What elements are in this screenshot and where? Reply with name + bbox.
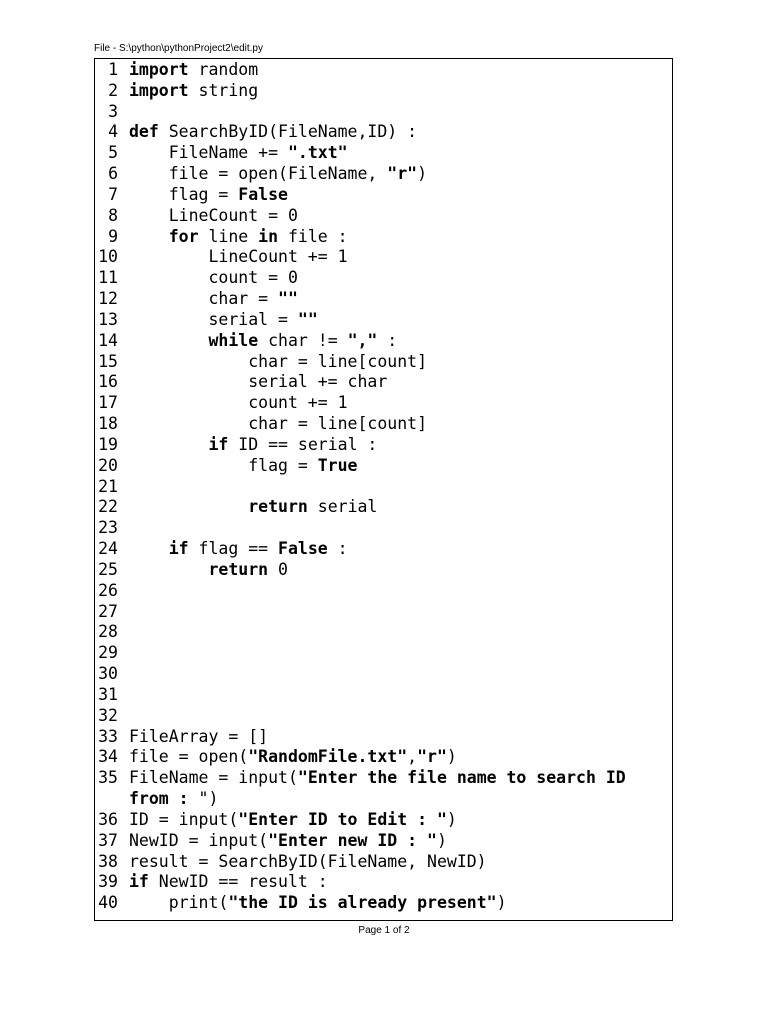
code-line xyxy=(95,246,672,267)
line-number: 2 xyxy=(108,80,118,100)
code-token: flag = xyxy=(129,184,239,204)
code-line xyxy=(95,705,672,726)
keyword-token: def xyxy=(129,122,159,142)
line-code xyxy=(129,434,377,455)
code-token xyxy=(129,435,208,454)
line-code xyxy=(129,413,427,434)
code-line xyxy=(95,330,672,351)
code-line xyxy=(95,663,672,684)
line-number: 38 xyxy=(98,851,118,871)
code-line xyxy=(95,267,672,288)
code-line xyxy=(95,80,672,101)
line-number: 40 xyxy=(98,893,118,913)
line-code xyxy=(129,163,427,184)
line-number: 17 xyxy=(98,393,118,413)
line-number: 1 xyxy=(108,60,118,79)
code-token: count = 0 xyxy=(129,268,298,288)
string-token: "Enter new ID : " xyxy=(268,830,437,850)
string-token: "Enter the file name to search ID xyxy=(297,768,626,788)
string-token: "RandomFile.txt" xyxy=(248,747,408,767)
line-number: 19 xyxy=(98,434,118,454)
code-token: LineCount += 1 xyxy=(129,247,348,267)
line-code xyxy=(129,288,298,309)
code-line xyxy=(95,851,672,872)
line-number: 33 xyxy=(98,726,118,746)
page-footer-page-number: Page 1 of 2 xyxy=(358,925,410,936)
code-token: , xyxy=(407,747,418,767)
line-number: 5 xyxy=(108,143,118,163)
line-number: 22 xyxy=(98,497,118,517)
line-number: 21 xyxy=(98,476,118,496)
code-token: NewID == result : xyxy=(148,872,328,892)
code-line xyxy=(95,476,672,497)
string-token: "the ID is already present" xyxy=(228,893,497,913)
line-code xyxy=(129,205,298,226)
code-token: SearchByID(FileName,ID) : xyxy=(158,122,418,142)
code-line xyxy=(95,121,672,142)
line-number: 36 xyxy=(98,809,118,829)
line-code xyxy=(129,80,258,101)
code-token: flag = xyxy=(129,455,318,475)
line-code xyxy=(129,538,348,559)
code-token: NewID = input( xyxy=(129,830,269,850)
line-code xyxy=(129,851,487,872)
line-code xyxy=(129,559,288,580)
code-token: file : xyxy=(278,226,348,246)
code-line xyxy=(95,746,672,767)
line-code xyxy=(129,371,387,392)
code-line xyxy=(95,455,672,476)
line-number: 20 xyxy=(98,455,118,475)
code-token xyxy=(129,539,169,558)
line-code xyxy=(129,142,348,163)
code-token: file = open( xyxy=(129,747,249,767)
code-line xyxy=(95,288,672,309)
string-token: "" xyxy=(278,289,298,309)
code-line xyxy=(95,767,672,788)
line-number: 27 xyxy=(98,601,118,621)
code-line xyxy=(95,892,672,913)
keyword-token: for xyxy=(168,226,199,246)
line-number: 35 xyxy=(98,768,118,788)
line-number: 26 xyxy=(98,580,118,600)
line-number: 39 xyxy=(98,872,118,892)
code-token xyxy=(129,497,248,516)
line-number: 25 xyxy=(98,559,118,579)
string-token: "Enter ID to Edit : " xyxy=(238,809,447,829)
line-code xyxy=(129,309,318,330)
line-code xyxy=(129,351,427,372)
line-code xyxy=(129,871,328,892)
code-token: ) xyxy=(496,893,507,913)
line-code xyxy=(129,496,377,517)
keyword-token: import xyxy=(129,80,189,100)
line-number: 13 xyxy=(98,309,118,329)
string-token: from : xyxy=(129,789,199,809)
code-line xyxy=(95,163,672,184)
line-code xyxy=(129,746,457,767)
keyword-token: if xyxy=(168,539,189,559)
line-code xyxy=(129,830,447,851)
code-token: char != xyxy=(258,330,348,350)
line-number: 3 xyxy=(108,101,118,121)
line-number: 6 xyxy=(108,164,118,184)
code-token: : xyxy=(377,330,398,350)
keyword-token: True xyxy=(317,455,358,475)
code-line xyxy=(95,642,672,663)
code-line xyxy=(95,580,672,601)
code-line xyxy=(95,184,672,205)
keyword-token: return xyxy=(208,559,269,579)
line-number: 11 xyxy=(98,268,118,288)
line-code xyxy=(129,246,348,267)
code-line xyxy=(95,601,672,622)
code-token: print( xyxy=(129,893,229,913)
code-token: ) xyxy=(446,809,457,829)
line-code xyxy=(129,767,626,788)
keyword-token: False xyxy=(278,539,328,559)
line-code xyxy=(129,59,258,80)
code-token xyxy=(129,560,208,579)
code-line xyxy=(95,205,672,226)
code-token: FileArray = [] xyxy=(129,726,269,746)
page-header-file-path: File - S:\python\pythonProject2\edit.py xyxy=(94,43,263,54)
line-number: 10 xyxy=(98,247,118,267)
code-line xyxy=(95,59,672,80)
string-token: "r" xyxy=(387,164,418,184)
code-token: FileName = input( xyxy=(129,768,298,788)
line-number: 16 xyxy=(98,372,118,392)
line-number: 24 xyxy=(98,539,118,559)
code-token: ID == serial : xyxy=(228,434,378,454)
code-token: serial xyxy=(307,497,378,517)
code-line xyxy=(95,226,672,247)
line-code xyxy=(129,121,417,142)
line-number: 37 xyxy=(98,830,118,850)
code-line xyxy=(95,371,672,392)
code-token: line xyxy=(198,226,259,246)
code-line xyxy=(95,496,672,517)
keyword-token: import xyxy=(129,60,189,79)
code-token: random xyxy=(188,60,259,79)
string-token: "r" xyxy=(417,747,447,767)
code-token: serial = xyxy=(129,309,298,329)
string-token: "," xyxy=(347,330,378,350)
keyword-token: False xyxy=(238,184,288,204)
keyword-token: return xyxy=(248,497,308,517)
line-number: 15 xyxy=(98,351,118,371)
line-number: 31 xyxy=(98,684,118,704)
code-line xyxy=(95,621,672,642)
code-line xyxy=(95,101,672,122)
code-token: file = open(FileName, xyxy=(129,164,388,184)
line-code xyxy=(129,892,507,913)
line-number: 18 xyxy=(98,414,118,434)
code-token: FileName += xyxy=(129,143,288,163)
code-token: ) xyxy=(436,830,447,850)
code-token: ) xyxy=(417,164,428,184)
line-number: 30 xyxy=(98,664,118,684)
line-code xyxy=(129,267,298,288)
code-line xyxy=(95,684,672,705)
line-code xyxy=(129,330,397,351)
code-line xyxy=(95,309,672,330)
line-code xyxy=(129,726,268,747)
code-line xyxy=(95,726,672,747)
code-token: 0 xyxy=(268,559,288,579)
code-line xyxy=(95,392,672,413)
code-token: ) xyxy=(446,747,457,767)
code-token xyxy=(129,331,208,350)
code-line xyxy=(95,809,672,830)
code-token: LineCount = 0 xyxy=(129,205,298,225)
line-number: 23 xyxy=(98,518,118,538)
code-token: ") xyxy=(198,789,219,809)
code-token: string xyxy=(188,80,259,100)
line-number: 34 xyxy=(98,747,118,767)
string-token: ".txt" xyxy=(287,143,348,163)
code-token: serial += char xyxy=(129,372,388,392)
keyword-token: in xyxy=(258,226,279,246)
code-line xyxy=(95,559,672,580)
code-token: flag == xyxy=(188,539,279,559)
code-token: count += 1 xyxy=(129,393,348,413)
code-line xyxy=(95,351,672,372)
line-number: 9 xyxy=(108,226,118,246)
code-line xyxy=(95,413,672,434)
code-listing xyxy=(94,58,673,921)
code-line xyxy=(95,871,672,892)
code-token: ID = input( xyxy=(129,809,239,829)
line-number: 7 xyxy=(108,184,118,204)
code-token: char = xyxy=(129,289,279,309)
string-token: "" xyxy=(297,309,318,329)
keyword-token: while xyxy=(208,330,259,350)
code-token: char = line[count] xyxy=(129,351,428,371)
line-code xyxy=(129,809,457,830)
line-number: 29 xyxy=(98,643,118,663)
keyword-token: if xyxy=(208,434,229,454)
code-line xyxy=(95,538,672,559)
code-token: : xyxy=(327,539,348,559)
keyword-token: if xyxy=(129,872,149,892)
code-token xyxy=(129,227,169,246)
line-number: 28 xyxy=(98,622,118,642)
code-line xyxy=(95,830,672,851)
line-number: 4 xyxy=(108,122,118,142)
code-line xyxy=(95,434,672,455)
code-line xyxy=(95,142,672,163)
code-line xyxy=(95,517,672,538)
line-code xyxy=(129,392,348,413)
code-token: char = line[count] xyxy=(129,414,428,434)
line-code xyxy=(129,184,288,205)
line-code xyxy=(129,226,348,247)
code-line xyxy=(95,788,672,809)
line-number: 32 xyxy=(98,705,118,725)
line-code xyxy=(129,455,358,476)
line-code xyxy=(129,788,218,809)
line-number: 14 xyxy=(98,330,118,350)
code-token: result = SearchByID(FileName, NewID) xyxy=(129,851,487,871)
line-number: 12 xyxy=(98,289,118,309)
line-number: 8 xyxy=(108,205,118,225)
